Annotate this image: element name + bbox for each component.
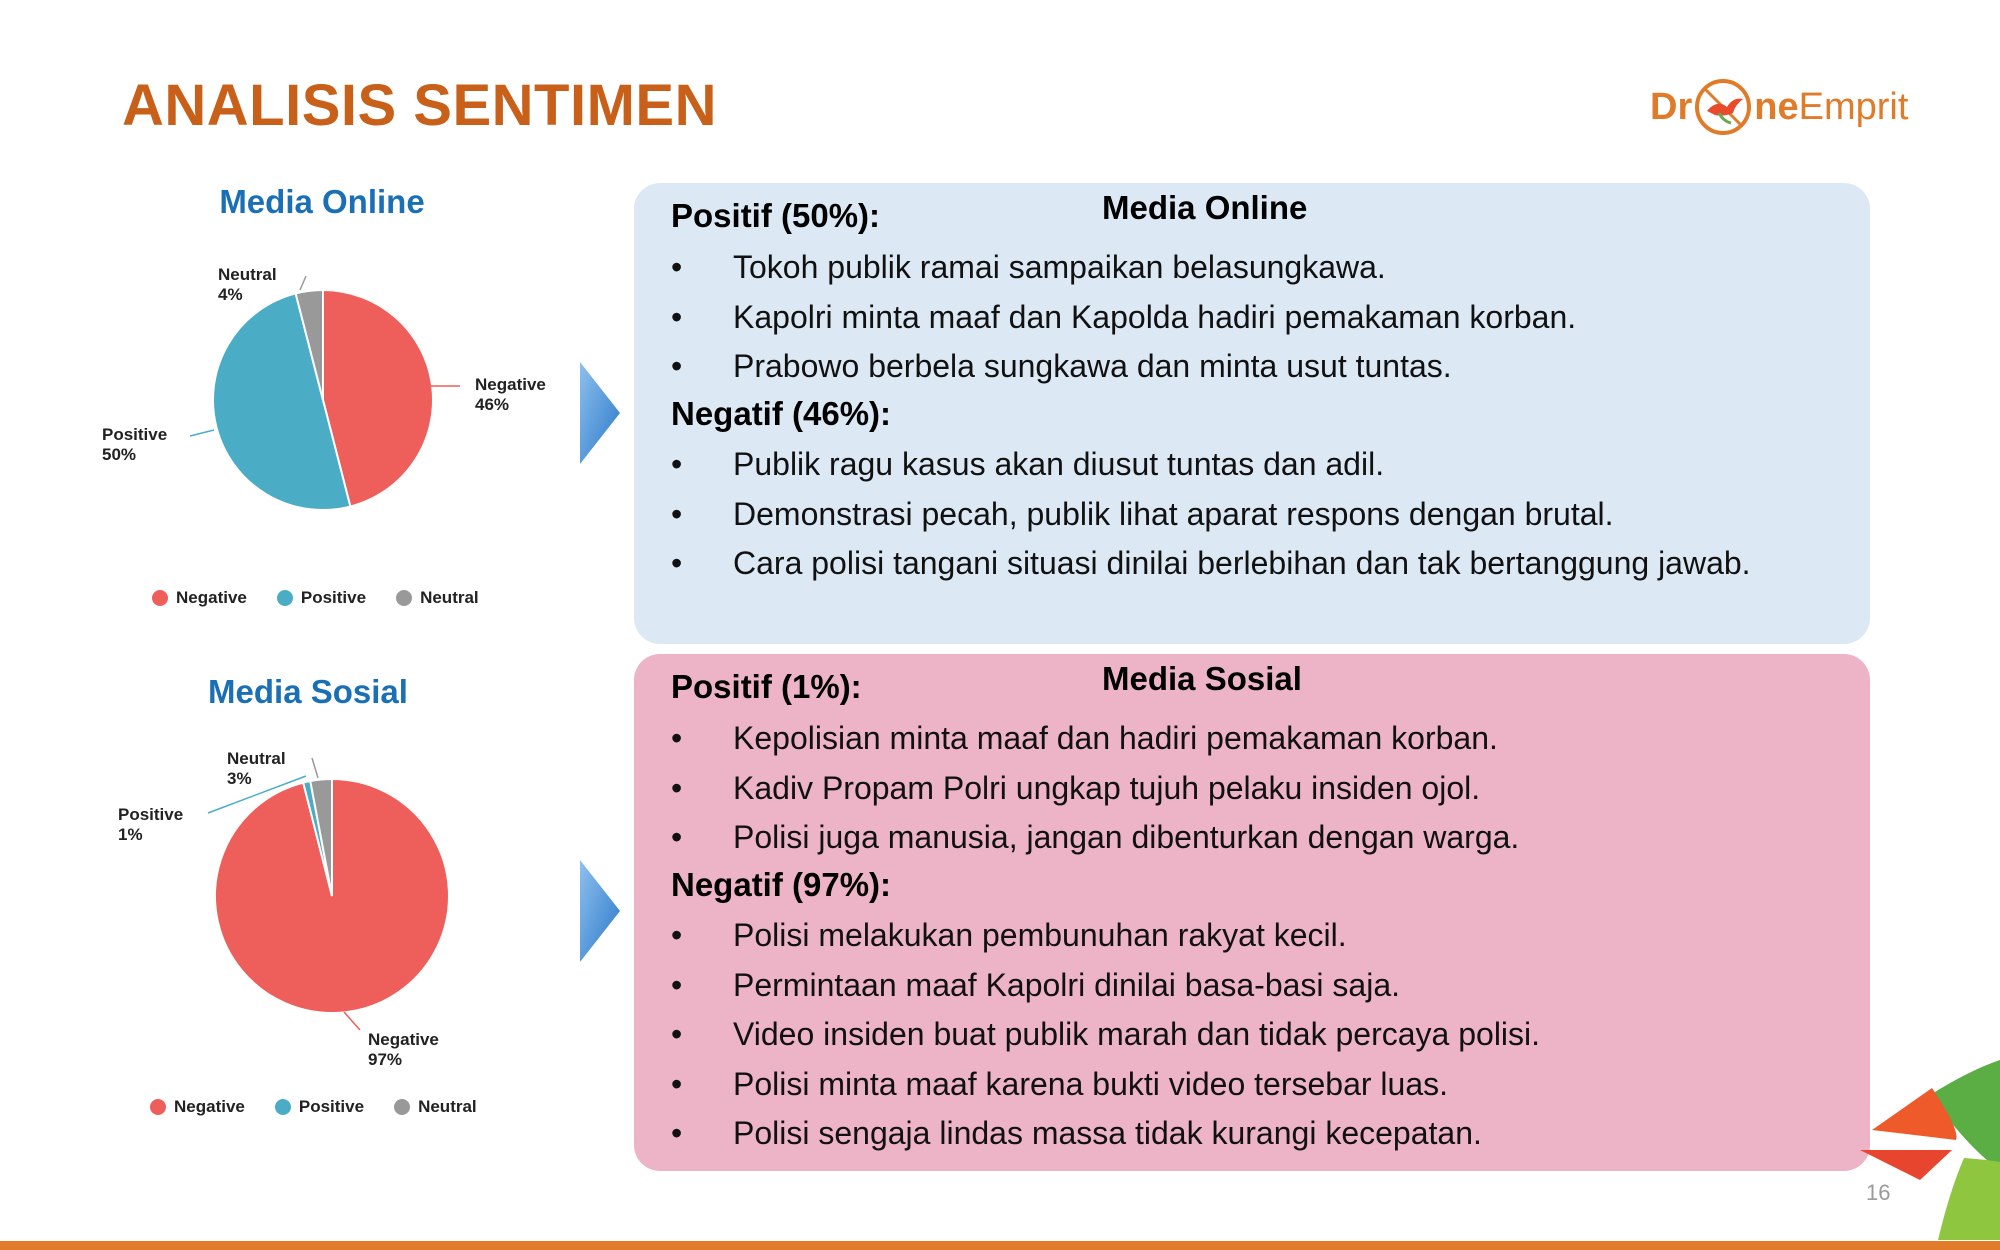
legend-label-positive: Positive	[300, 588, 367, 607]
arrow-right-icon	[578, 858, 622, 964]
leader-line-positive	[190, 430, 214, 436]
list-item: • Polisi sengaja lindas massa tidak kurangi kecepatan.	[671, 1115, 1482, 1151]
media-online-panel	[634, 183, 1870, 644]
bottom-accent-bar	[0, 1241, 2000, 1250]
list-item: • Video insiden buat publik marah dan tidak percaya polisi.	[671, 1016, 1541, 1052]
legend-media-online	[152, 588, 479, 608]
page-title: ANALISIS SENTIMEN	[122, 73, 717, 138]
negative-heading: Negatif (46%):	[671, 395, 892, 432]
legend-label-positive: Positive	[298, 1097, 365, 1116]
pie-chart-media-online	[0, 240, 620, 560]
legend-media-sosial	[150, 1097, 477, 1117]
list-item: • Cara polisi tangani situasi dinilai berlebihan dan tak bertanggung jawab.	[671, 545, 1751, 581]
legend-swatch-neutral	[394, 1099, 410, 1115]
drone-emprit-logo	[1650, 72, 1908, 142]
data-label-positive-value: 50%	[102, 445, 137, 464]
legend-swatch-positive	[275, 1099, 291, 1115]
negative-heading: Negatif (97%):	[671, 866, 892, 903]
legend-swatch-positive	[277, 590, 293, 606]
positive-heading: Positif (1%):	[671, 668, 862, 705]
data-label-neutral-name: Neutral	[218, 265, 277, 284]
legend-swatch-negative	[150, 1099, 166, 1115]
data-label-negative-name: Negative	[475, 375, 546, 394]
legend-swatch-neutral	[396, 590, 412, 606]
logo-text-part1: Dr	[1650, 86, 1693, 128]
chart-title-media-sosial: Media Sosial	[208, 673, 408, 710]
negative-list	[671, 440, 1801, 589]
data-label-negative-name: Negative	[368, 1030, 439, 1049]
positive-heading: Positif (50%):	[671, 197, 881, 234]
logo-text-part2: ne	[1754, 86, 1799, 128]
list-item: • Prabowo berbela sungkawa dan minta usut tuntas.	[671, 348, 1452, 384]
data-label-positive-value: 1%	[118, 825, 143, 844]
legend-label-neutral: Neutral	[418, 1097, 477, 1116]
legend-item-negative	[152, 588, 247, 608]
list-item: • Demonstrasi pecah, publik lihat aparat respons dengan brutal.	[671, 495, 1614, 532]
data-label-neutral-value: 4%	[218, 285, 243, 304]
data-label-positive-name: Positive	[102, 425, 168, 444]
panel-heading: Media Sosial	[1102, 660, 1302, 697]
media-sosial-panel	[634, 654, 1870, 1171]
leader-line-neutral	[312, 758, 318, 778]
positive-list	[671, 243, 1831, 392]
data-label-negative-value: 46%	[475, 395, 510, 414]
leader-line-negative	[344, 1012, 360, 1030]
list-item: • Polisi melakukan pembunuhan rakyat kecil.	[671, 917, 1347, 953]
arrow-right-icon	[578, 360, 622, 466]
decorative-leaf-shapes	[1860, 1050, 2000, 1240]
data-label-negative-value: 97%	[368, 1050, 403, 1069]
legend-label-negative: Negative	[176, 588, 247, 607]
list-item: • Kapolri minta maaf dan Kapolda hadiri pemakaman korban.	[671, 298, 1577, 335]
logo-text-part3: Emprit	[1798, 86, 1909, 128]
chart-title-media-online: Media Online	[219, 183, 425, 220]
drone-bird-icon	[1693, 77, 1753, 137]
panel-heading: Media Online	[1102, 189, 1308, 226]
legend-item-positive	[277, 588, 366, 608]
legend-item-positive	[275, 1097, 364, 1117]
data-label-positive-name: Positive	[118, 805, 184, 824]
list-item: • Polisi minta maaf karena bukti video tersebar luas.	[671, 1065, 1449, 1102]
legend-label-negative: Negative	[174, 1097, 245, 1116]
list-item: • Kepolisian minta maaf dan hadiri pemakaman korban.	[671, 720, 1498, 756]
positive-list	[671, 714, 1831, 863]
list-item: • Polisi juga manusia, jangan dibenturkan dengan warga.	[671, 819, 1520, 855]
list-item: • Publik ragu kasus akan diusut tuntas dan adil.	[671, 446, 1385, 482]
legend-label-neutral: Neutral	[420, 588, 479, 607]
pie-chart-media-sosial	[0, 730, 620, 1070]
leader-line-neutral	[300, 276, 306, 290]
list-item: • Permintaan maaf Kapolri dinilai basa-basi saja.	[671, 966, 1401, 1003]
data-label-neutral-name: Neutral	[227, 749, 286, 768]
legend-swatch-negative	[152, 590, 168, 606]
legend-item-negative	[150, 1097, 245, 1117]
list-item: • Tokoh publik ramai sampaikan belasungkawa.	[671, 249, 1386, 285]
list-item: • Kadiv Propam Polri ungkap tujuh pelaku insiden ojol.	[671, 769, 1481, 806]
legend-item-neutral	[396, 588, 479, 608]
legend-item-neutral	[394, 1097, 477, 1117]
data-label-neutral-value: 3%	[227, 769, 252, 788]
page-number: 16	[1866, 1180, 1891, 1205]
negative-list	[671, 911, 1831, 1159]
